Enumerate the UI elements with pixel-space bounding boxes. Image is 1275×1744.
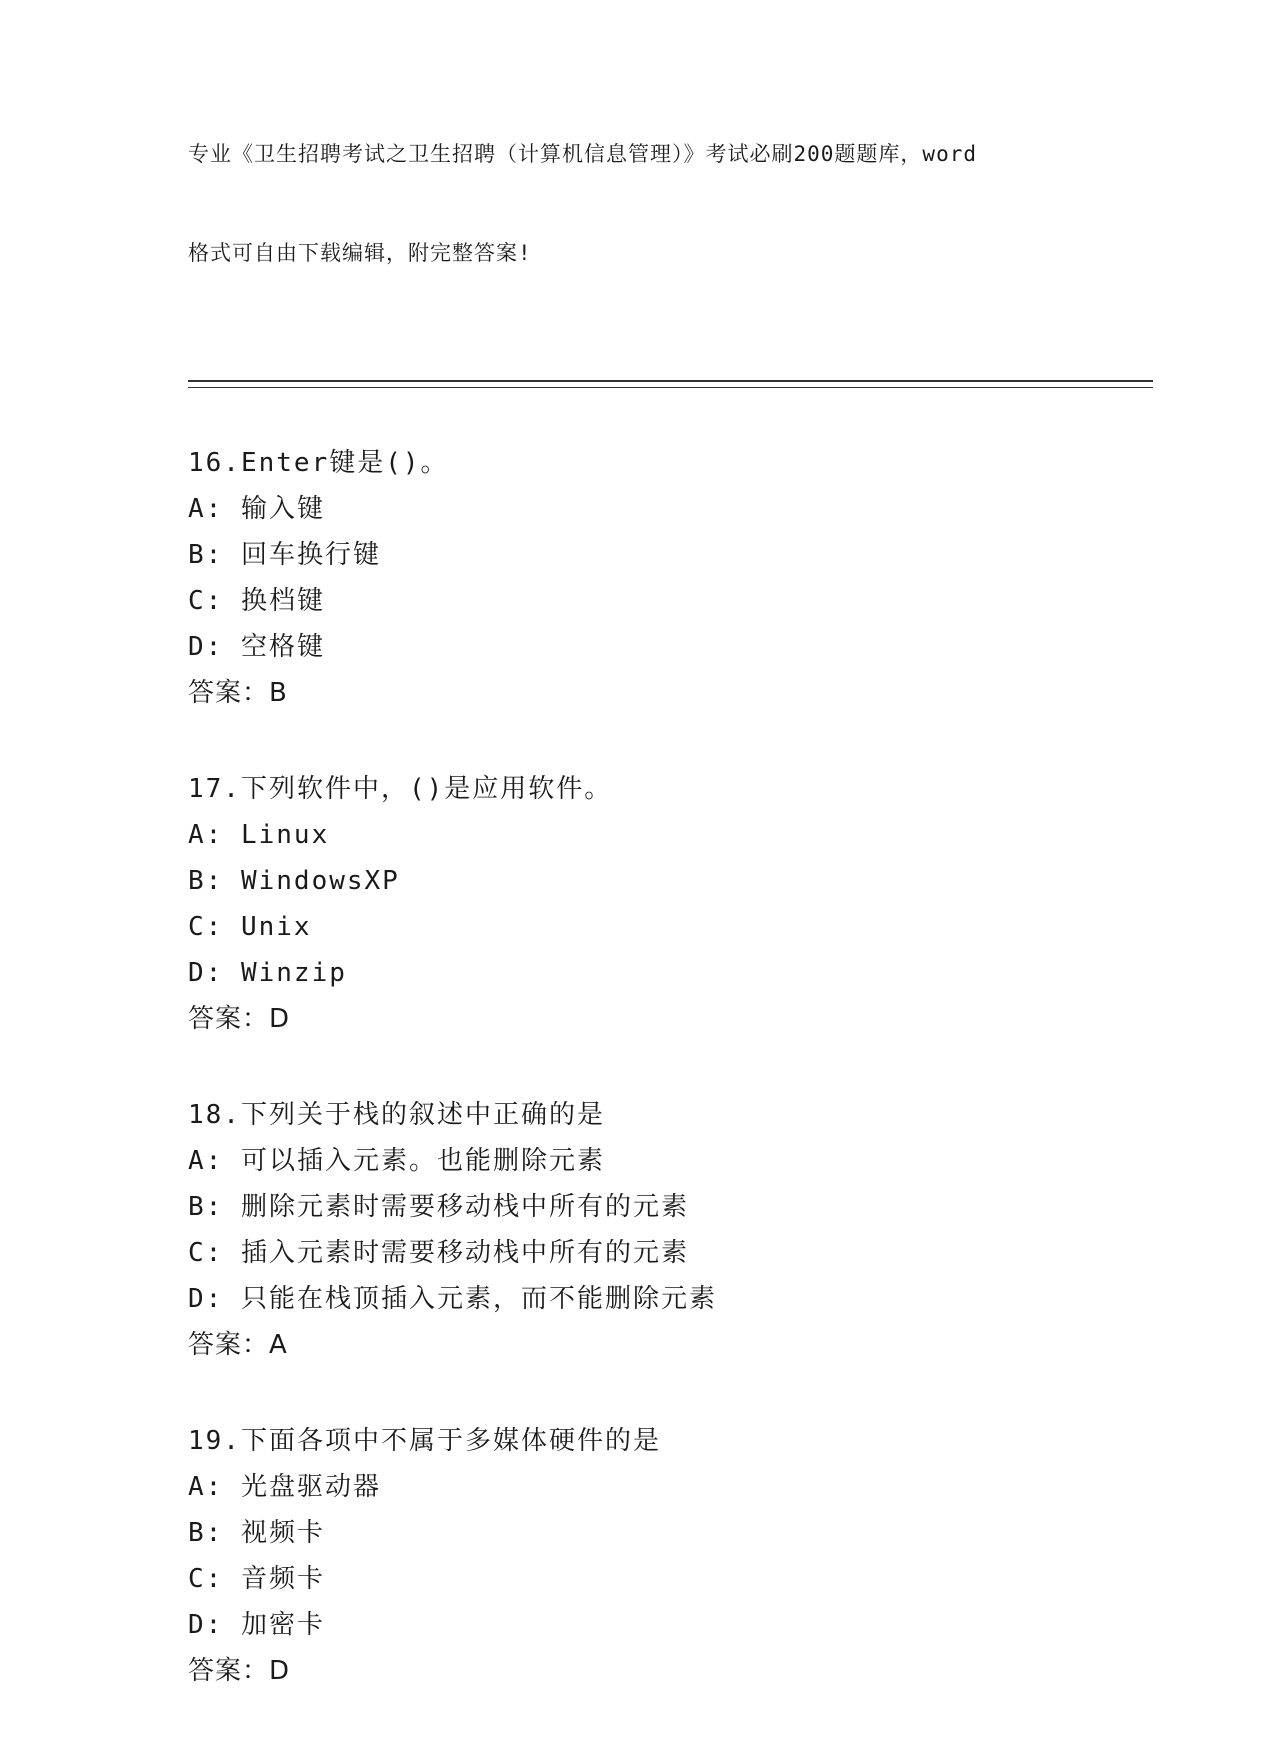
option-b: B: 视频卡 [188, 1518, 325, 1548]
option-c: C: 换档键 [188, 586, 325, 616]
option-c: C: 插入元素时需要移动栈中所有的元素 [188, 1238, 689, 1268]
option-d: D: 空格键 [188, 632, 325, 662]
document-page [188, 72, 1153, 1744]
question-stem: 18.下列关于栈的叙述中正确的是 [188, 1100, 605, 1130]
header-line-2: 格式可自由下载编辑，附完整答案! [188, 241, 532, 265]
header-divider [188, 380, 1153, 388]
option-d: D: 加密卡 [188, 1610, 325, 1640]
option-b: B: WindowsXP [188, 866, 400, 896]
option-d: D: Winzip [188, 958, 347, 988]
option-c: C: 音频卡 [188, 1564, 325, 1594]
question-18 [188, 1092, 1153, 1368]
question-19 [188, 1418, 1153, 1694]
option-a: A: 可以插入元素。也能删除元素 [188, 1146, 605, 1176]
answer: 答案：D [188, 1656, 291, 1686]
option-d: D: 只能在栈顶插入元素，而不能删除元素 [188, 1284, 717, 1314]
option-c: C: Unix [188, 912, 312, 942]
question-stem: 17.下列软件中，()是应用软件。 [188, 774, 613, 804]
document-header [188, 72, 1153, 336]
question-16 [188, 440, 1153, 716]
option-b: B: 回车换行键 [188, 540, 381, 570]
option-a: A: 光盘驱动器 [188, 1472, 381, 1502]
option-a: A: 输入键 [188, 494, 325, 524]
question-stem: 19.下面各项中不属于多媒体硬件的是 [188, 1426, 661, 1456]
header-line-1: 专业《卫生招聘考试之卫生招聘（计算机信息管理）》考试必刷200题题库，word [188, 142, 977, 166]
option-b: B: 删除元素时需要移动栈中所有的元素 [188, 1192, 689, 1222]
question-17 [188, 766, 1153, 1042]
answer: 答案：A [188, 1330, 288, 1360]
question-stem: 16.Enter键是()。 [188, 448, 449, 478]
answer: 答案：B [188, 678, 288, 708]
question-list [188, 440, 1153, 1694]
answer: 答案：D [188, 1004, 291, 1034]
option-a: A: Linux [188, 820, 330, 850]
